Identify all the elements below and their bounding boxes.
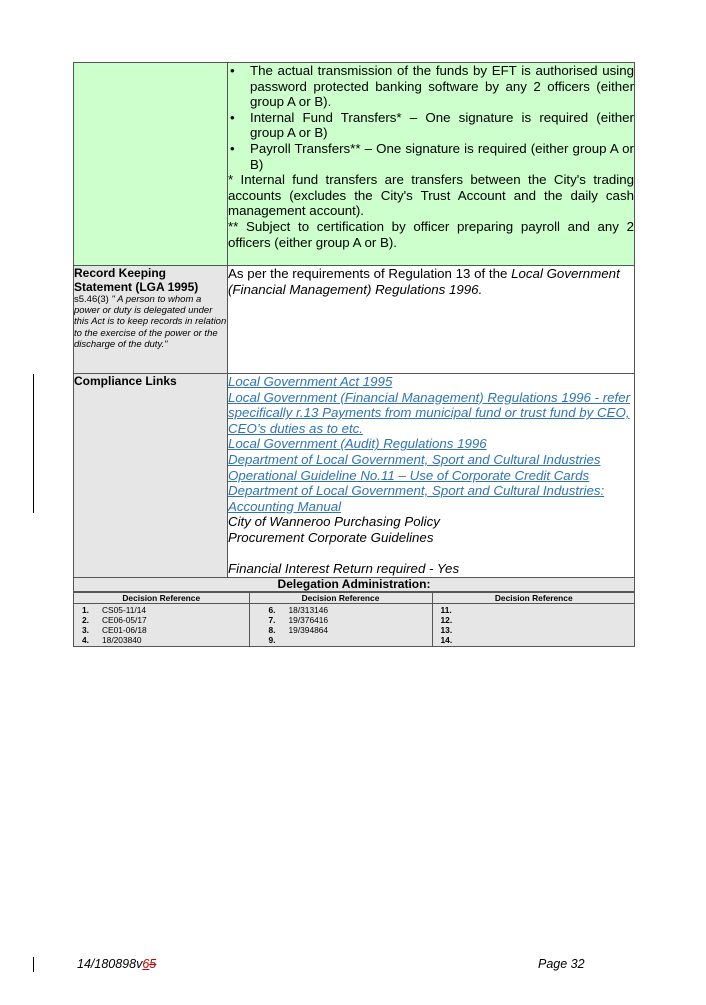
financial-interest-return: Financial Interest Return required - Yes	[228, 561, 460, 577]
record-keeping-title: Record Keeping Statement (LGA 1995)	[74, 266, 199, 294]
admin-table-cell	[74, 591, 635, 646]
decision-column-1	[74, 603, 249, 646]
item-number: 14.	[440, 634, 453, 645]
compliance-row	[74, 374, 635, 578]
version-deleted: 5	[149, 957, 157, 971]
list-item	[441, 605, 632, 615]
list-item	[228, 110, 634, 141]
link-operational-guideline-11[interactable]: Department of Local Government, Sport and Cultural Industries Operational Guideline No.11 – Use of Corporate Credit Cards	[228, 451, 601, 483]
admin-table-row	[74, 591, 635, 646]
purchasing-policy: City of Wanneroo Purchasing Policy	[228, 514, 440, 530]
item-number: 8.	[268, 624, 276, 635]
decision-reference-table	[74, 592, 635, 646]
item-number: 13.	[440, 624, 453, 635]
decision-body-row	[74, 603, 635, 646]
decision-header-row	[74, 592, 635, 603]
authorisation-content-cell	[228, 63, 635, 266]
bullet-text: Payroll Transfers** – One signature is required (either group A or B)	[250, 140, 634, 172]
decision-ref: 18/203840	[102, 634, 142, 645]
list-item	[228, 63, 634, 110]
compliance-label-cell	[74, 374, 228, 578]
record-keeping-label-cell	[74, 266, 228, 374]
list-item	[269, 625, 428, 635]
decision-ref: 19/394864	[288, 624, 329, 635]
list-item	[269, 605, 428, 615]
spacer	[228, 546, 634, 562]
internal-transfer-note: * Internal fund transfers are transfers between the City's trading accounts (excludes the City's Trust Account and the daily cash management account).	[228, 172, 634, 219]
decision-ref: CE01-06/18	[102, 624, 147, 635]
doc-ref-base: 14/180898v	[77, 957, 143, 971]
regulation-title: Local Government (Financial Management) Regulations 1996.	[228, 266, 620, 297]
record-keeping-content-cell	[228, 266, 635, 374]
item-number: 7.	[268, 614, 276, 625]
bullet-icon: •	[230, 109, 235, 125]
decision-ref: 18/313146	[288, 604, 329, 615]
list-item	[82, 625, 245, 635]
decision-ref: CS05-11/14	[102, 604, 147, 615]
change-bar	[33, 374, 34, 513]
bullet-icon: •	[230, 63, 235, 78]
item-number: 9.	[268, 634, 276, 645]
item-number: 2.	[82, 614, 89, 625]
authorisation-bullets	[228, 63, 634, 172]
item-number: 12.	[440, 614, 453, 625]
list-item	[269, 635, 428, 645]
list-item	[269, 615, 428, 625]
decision-ref: 19/376416	[288, 614, 329, 625]
decision-ref: CE06-05/17	[102, 614, 147, 625]
list-item	[82, 605, 245, 615]
item-number: 1.	[82, 604, 89, 615]
item-number: 4.	[82, 634, 89, 645]
link-audit-regulations[interactable]: Local Government (Audit) Regulations 1996	[228, 436, 487, 452]
item-number: 3.	[82, 624, 89, 635]
list-item	[82, 635, 245, 645]
item-number: 6.	[268, 604, 276, 615]
admin-title-row	[74, 577, 635, 591]
compliance-title: Compliance Links	[74, 374, 177, 388]
decision-reference-header: Decision Reference	[432, 592, 635, 603]
list-item	[228, 141, 634, 172]
payroll-note: ** Subject to certification by officer preparing payroll and any 2 officers (either group A or B).	[228, 218, 634, 250]
document-reference	[77, 957, 156, 971]
compliance-content-cell	[228, 374, 635, 578]
section-ref: s5.46(3)	[74, 294, 109, 305]
bullet-icon: •	[230, 140, 235, 156]
record-keeping-text: As per the requirements of Regulation 13 of the	[228, 266, 512, 281]
list-item	[441, 615, 632, 625]
authorisation-row	[74, 63, 635, 266]
list-item	[82, 615, 245, 625]
bullet-text: Internal Fund Transfers* – One signature is required (either group A or B)	[250, 109, 634, 141]
delegation-table	[73, 62, 635, 647]
link-accounting-manual[interactable]: Department of Local Government, Sport and Cultural Industries: Accounting Manual	[228, 483, 605, 514]
page-number: Page 32	[538, 957, 585, 971]
authorisation-label-cell	[74, 63, 228, 266]
record-keeping-note	[74, 294, 227, 350]
link-financial-management-regulations[interactable]: Local Government (Financial Management) Regulations 1996 - refer specifically r.13 Payments from municipal fund or trust fund by CEO, CEO’s duties as to etc.	[228, 389, 631, 436]
item-number: 11.	[440, 604, 452, 615]
delegation-administration-title: Delegation Administration:	[74, 577, 635, 591]
list-item	[441, 635, 632, 645]
bullet-text: The actual transmission of the funds by EFT is authorised using password protected banking software by any 2 officers (either group A or B).	[250, 63, 634, 110]
version-inserted: 6	[142, 957, 150, 971]
decision-column-3	[432, 603, 635, 646]
procurement-guidelines: Procurement Corporate Guidelines	[228, 529, 434, 545]
decision-reference-header: Decision Reference	[249, 592, 432, 603]
link-local-government-act[interactable]: Local Government Act 1995	[228, 374, 393, 389]
record-keeping-row	[74, 266, 635, 374]
list-item	[441, 625, 632, 635]
section-quote: " A person to whom a power or duty is delegated under this Act is to keep records in relation to the exercise of the power or the discharge of the duty."	[74, 294, 227, 350]
decision-column-2	[249, 603, 432, 646]
change-bar	[33, 957, 34, 972]
decision-reference-header: Decision Reference	[74, 592, 249, 603]
